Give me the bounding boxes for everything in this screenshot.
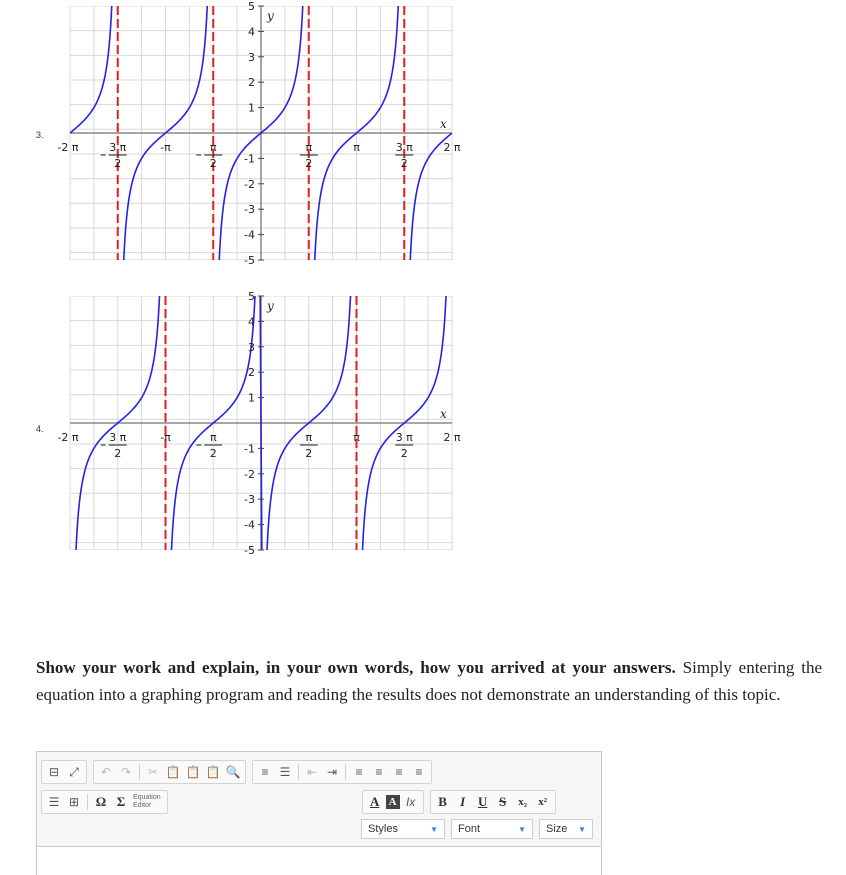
x-tick-label-7 bbox=[443, 141, 460, 154]
instructions-bold: Show your work and explain, in your own words, how you arrived at your answers. bbox=[36, 658, 676, 677]
font-color-icon[interactable]: A bbox=[369, 794, 380, 809]
indent-icon[interactable]: ⇥ bbox=[326, 765, 338, 779]
instructions-text bbox=[36, 655, 822, 708]
x-tick-denominator: 2 bbox=[209, 157, 217, 170]
bold-icon[interactable]: B bbox=[438, 794, 447, 809]
graph-neg-cot-svg bbox=[0, 290, 846, 570]
paste-icon[interactable]: 📋 bbox=[165, 765, 181, 779]
font-dropdown[interactable]: Font ▼ bbox=[451, 819, 533, 839]
toolbar-row-3 bbox=[361, 819, 599, 839]
align-right-icon[interactable]: ≡ bbox=[395, 765, 403, 779]
superscript-icon[interactable]: x² bbox=[538, 796, 548, 808]
x-tick-numerator: π bbox=[353, 141, 360, 154]
y-axis-label: y bbox=[267, 9, 274, 23]
table-icon[interactable]: ⊞ bbox=[68, 795, 80, 809]
size-dropdown[interactable]: Size ▼ bbox=[539, 819, 593, 839]
align-left-icon[interactable]: ≡ bbox=[355, 765, 363, 779]
y-tick-label-5: -1 bbox=[244, 442, 255, 456]
x-tick-numerator: 3 π bbox=[109, 141, 127, 154]
italic-icon[interactable]: I bbox=[460, 794, 466, 809]
x-tick-numerator: -2 π bbox=[57, 431, 79, 444]
x-tick-denominator: 2 bbox=[400, 157, 408, 170]
graph-tan bbox=[0, 0, 846, 280]
answer-editor bbox=[36, 751, 602, 875]
y-tick-label-6: -2 bbox=[244, 467, 255, 481]
y-tick-label-0: 5 bbox=[248, 0, 255, 13]
x-tick-numerator: π bbox=[305, 141, 313, 154]
equation-editor-button[interactable]: Equation Editor bbox=[133, 794, 161, 809]
strikethrough-icon[interactable]: S bbox=[499, 794, 507, 809]
x-tick-label-5 bbox=[353, 431, 360, 444]
clip-top bbox=[0, 0, 846, 6]
x-tick-numerator: π bbox=[209, 431, 217, 444]
y-tick-label-4: 1 bbox=[248, 391, 255, 405]
y-tick-label-1: 4 bbox=[248, 25, 255, 39]
x-tick-numerator: 3 π bbox=[395, 431, 413, 444]
graph-neg-cot bbox=[0, 290, 846, 570]
cut-icon[interactable]: ✂ bbox=[147, 765, 159, 779]
undo-icon[interactable]: ↶ bbox=[100, 765, 112, 779]
x-tick-label-5 bbox=[353, 141, 360, 154]
underline-icon[interactable]: U bbox=[477, 794, 488, 809]
x-tick-label-7 bbox=[443, 431, 460, 444]
y-tick-label-7: -3 bbox=[244, 203, 255, 217]
question-number-3: 3. bbox=[36, 130, 44, 140]
toolbar-group-document bbox=[41, 760, 87, 784]
y-tick-label-0: 5 bbox=[248, 290, 255, 303]
x-tick-numerator: 2 π bbox=[443, 141, 461, 154]
y-tick-label-9: -5 bbox=[244, 254, 255, 267]
y-tick-label-3: 2 bbox=[248, 366, 255, 380]
y-tick-label-3: 2 bbox=[248, 76, 255, 90]
y-tick-label-7: -3 bbox=[244, 493, 255, 507]
x-tick-numerator: π bbox=[209, 141, 217, 154]
y-tick-label-8: -4 bbox=[244, 228, 255, 242]
subscript-icon[interactable]: x₂ bbox=[518, 796, 528, 808]
fullscreen-icon[interactable]: ⤢ bbox=[69, 764, 79, 779]
outdent-icon[interactable]: ⇤ bbox=[306, 765, 318, 779]
y-tick-label-6: -2 bbox=[244, 177, 255, 191]
toolbar-group-lists bbox=[252, 760, 432, 784]
instructions-rest: Simply entering the equation into a graphing program and reading the results does not demonstrate an understanding of this topic. bbox=[36, 658, 822, 704]
answer-text-area[interactable] bbox=[37, 846, 601, 875]
x-tick-label-0 bbox=[57, 431, 78, 444]
x-tick-denominator: 2 bbox=[209, 447, 217, 460]
x-tick-label-0 bbox=[57, 141, 78, 154]
styles-dropdown[interactable]: Styles ▼ bbox=[361, 819, 445, 839]
toolbar-row-2 bbox=[41, 790, 562, 814]
ordered-list-icon[interactable]: ≡ bbox=[261, 765, 269, 779]
bullet-list-icon[interactable]: ☰ bbox=[279, 765, 291, 779]
x-tick-denominator: 2 bbox=[114, 447, 122, 460]
bg-color-icon[interactable]: A bbox=[386, 795, 400, 809]
y-axis-label: y bbox=[267, 299, 274, 313]
y-tick-label-4: 1 bbox=[248, 101, 255, 115]
x-tick-denominator: 2 bbox=[400, 447, 408, 460]
x-tick-numerator: 3 π bbox=[395, 141, 413, 154]
x-tick-denominator: 2 bbox=[114, 157, 122, 170]
x-tick-numerator: 2 π bbox=[443, 431, 461, 444]
toolbar-row-1 bbox=[41, 760, 438, 784]
y-tick-label-8: -4 bbox=[244, 518, 255, 532]
y-tick-label-9: -5 bbox=[244, 544, 255, 557]
toolbar-group-insert bbox=[41, 790, 168, 814]
y-tick-label-2: 3 bbox=[248, 50, 255, 64]
align-center-icon[interactable]: ≡ bbox=[375, 765, 383, 779]
equation-sigma-icon[interactable]: Σ bbox=[116, 794, 126, 809]
y-tick-label-5: -1 bbox=[244, 152, 255, 166]
x-axis-label: x bbox=[440, 407, 447, 421]
block-icon[interactable]: ☰ bbox=[48, 795, 60, 809]
question-number-4: 4. bbox=[36, 424, 44, 434]
x-tick-label-2 bbox=[160, 431, 171, 444]
source-icon[interactable]: ⊟ bbox=[48, 765, 60, 779]
toolbar-group-clipboard bbox=[93, 760, 246, 784]
remove-format-icon[interactable]: Ix bbox=[405, 795, 416, 809]
x-tick-denominator: 2 bbox=[305, 157, 313, 170]
x-tick-numerator: -2 π bbox=[57, 141, 79, 154]
special-char-icon[interactable]: Ω bbox=[95, 794, 107, 809]
clip-bottom bbox=[0, 550, 846, 590]
x-tick-numerator: 3 π bbox=[109, 431, 127, 444]
clip-top bbox=[0, 270, 846, 296]
x-tick-numerator: π bbox=[305, 431, 313, 444]
x-axis-label: x bbox=[440, 117, 447, 131]
redo-icon[interactable]: ↷ bbox=[120, 765, 132, 779]
y-tick-label-1: 4 bbox=[248, 315, 255, 329]
x-tick-label-2 bbox=[160, 141, 171, 154]
toolbar-group-colors bbox=[362, 790, 424, 814]
x-tick-numerator: -π bbox=[160, 141, 171, 154]
paste-word-icon[interactable]: 📋 bbox=[205, 765, 221, 779]
toolbar-group-format bbox=[430, 790, 556, 814]
x-tick-denominator: 2 bbox=[305, 447, 313, 460]
x-tick-numerator: -π bbox=[160, 431, 171, 444]
graph-tan-svg bbox=[0, 0, 846, 280]
x-tick-numerator: π bbox=[353, 431, 360, 444]
y-tick-label-2: 3 bbox=[248, 340, 255, 354]
find-icon[interactable]: 🔍 bbox=[225, 765, 241, 779]
paste-text-icon[interactable]: 📋 bbox=[185, 765, 201, 779]
justify-icon[interactable]: ≡ bbox=[415, 765, 423, 779]
